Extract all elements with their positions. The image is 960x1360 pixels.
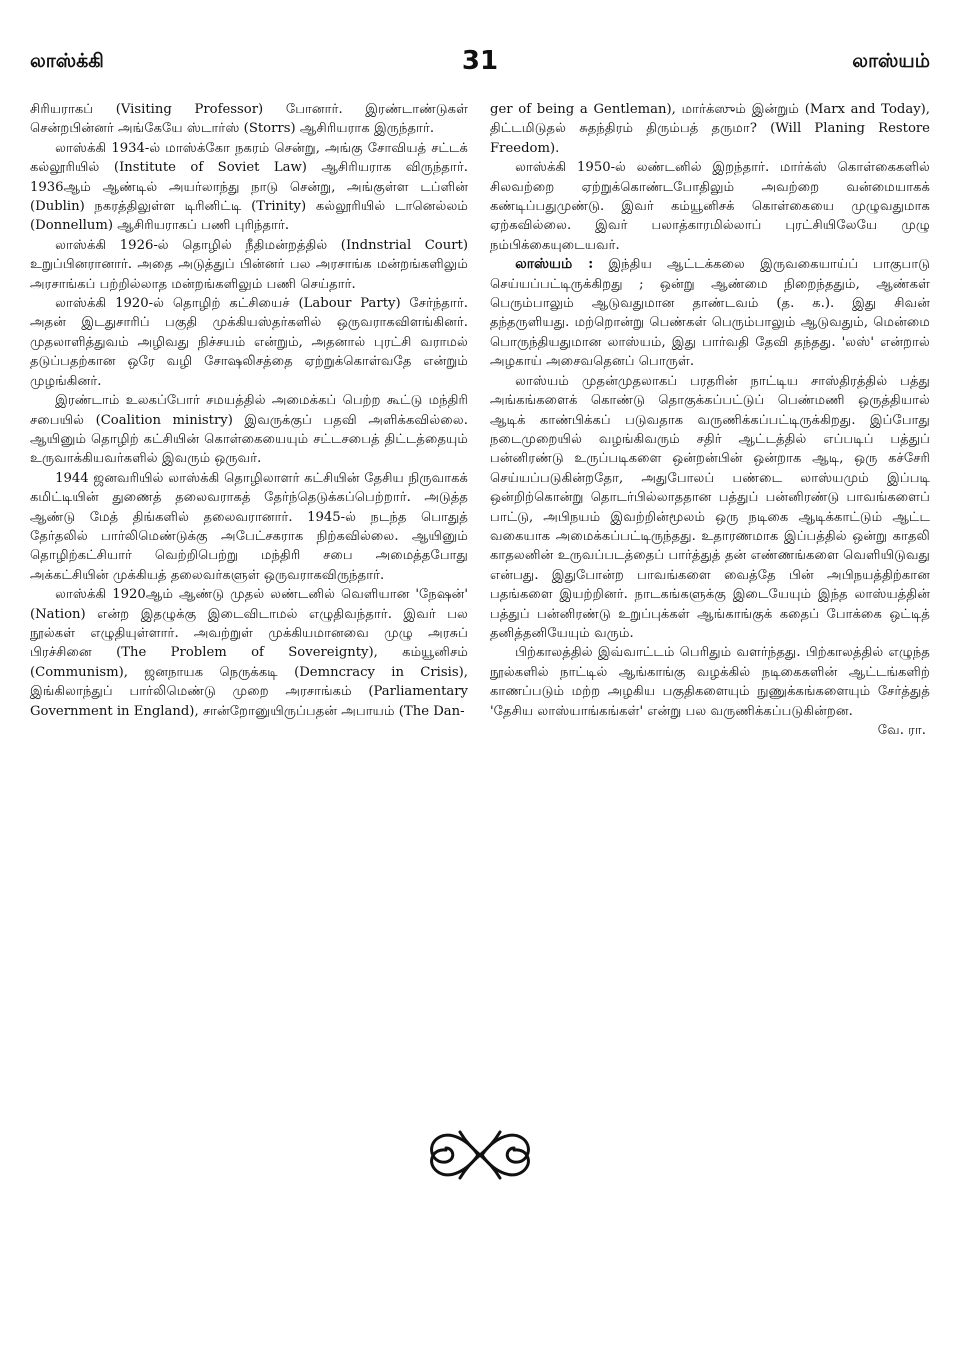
running-head-right: லாஸ்யம் xyxy=(852,50,930,72)
paragraph: லாஸ்க்கி 1934-ல் மாஸ்க்கோ நகரம் சென்று, அங்கு சோவியத் சட்டக் கல்லூரியில் (Institute of Soviet Law) ஆசிரியராக விருந்தார். 1936ஆம் ஆண்டில் அயர்லாந்து நாடு சென்று, அங்குள்ள டப்ளின் (Dublin) நகரத்திலுள்ள டிரினிட்டி (Trinity) கல்லூரியில் டானெல்லம் (Donnellum) ஆசிரியராகப் பணி புரிந்தார். xyxy=(30,140,468,234)
paragraph: பிற்காலத்தில் இவ்வாட்டம் பெரிதும் வளர்ந்தது. பிற்காலத்தில் எழுந்த நூல்களில் நாட்டில் ஆங்காங்கு வழக்கில் நடிகைகளின் ஆட்டங்களிற் காணப்படும் மற்ற அழகிய பகுதிகளையும் நுணுக்கங்களையும் சேர்த்துத் 'தேசிய லாஸ்யாங்கங்கள்' என்று பல வருணிக்கப்படுகின்றன. xyxy=(490,645,930,719)
paragraph: லாஸ்க்கி 1920ஆம் ஆண்டு முதல் லண்டனில் வெளியான 'நேஷன்' (Nation) என்ற இதழுக்கு இடைவிடாமல் எழுதிவந்தார். இவர் பல நூல்கள் எழுதியுள்ளார். அவற்றுள் முக்கியமானவை முழு அரசுப் பிரச்சினை (The Problem of Sovereignty), கம்யூனிசம் (Communism), ஜனநாயக நெருக்கடி (Demncracy in Crisis), இங்கிலாந்துப் பார்லிமெண்டு முறை அரசாங்கம் (Parliamentary Government in England), சான்றோனுயிருப்பதன் அபாயம் (The Dan- xyxy=(30,587,468,719)
page-header xyxy=(30,46,930,86)
paragraph: சிரியராகப் (Visiting Professor) போனார். இரண்டாண்டுகள் சென்றபின்னர் அங்கேயே ஸ்டார்ஸ் (Storrs) ஆசிரியராக இருந்தார். xyxy=(30,102,468,137)
paragraph: லாஸ்க்கி 1926-ல் தொழில் நீதிமன்றத்தில் (Indnstrial Court) உறுப்பினரானார். அதை அடுத்துப் பின்னர் பல அரசாங்க மன்றங்களிலும் அரசாங்கப் பற்றில்லாத மன்றங்களிலும் பணி செய்தார். xyxy=(30,237,468,292)
paragraph: லாஸ்க்கி 1950-ல் லண்டனில் இறந்தார். மார்க்ஸ் கொள்கைகளில் சிலவற்றை ஏற்றுக்கொண்டபோதிலும் அவற்றை வன்மையாகக் கண்டிப்பதுமுண்டு. இவர் கம்யூனிசக் கொள்கையை முழுவதுமாக ஏற்கவில்லை. இவர் பலாத்காரமில்லாப் புரட்சியிலேயே முழு நம்பிக்கையுடையவர். xyxy=(490,160,930,253)
running-head-left: லாஸ்க்கி xyxy=(30,50,104,72)
author-signature: வே. ரா. xyxy=(877,723,926,738)
entry-headword: லாஸ்யம் : xyxy=(515,256,594,273)
paragraph: லாஸ்யம் முதன்முதலாகப் பரதரின் நாட்டிய சாஸ்திரத்தில் பத்து அங்கங்களைக் கொண்டு தொகுக்கப்பட்டுப் பெண்மணி ஒருத்தியால் ஆடிக் காண்பிக்கப் படுவதாக வருணிக்கப்பட்டிருக்கிறது. இப்போது நடைமுறையில் வழங்கிவரும் சதிர் ஆட்டத்தில் எப்படிப் பத்துப் பன்னிரண்டு உருப்படிகளை ஒன்றன்பின் ஒன்றாக ஆடி, ஒரு கச்சேரி செய்யப்படுகின்றதோ, அதுபோலப் பண்டை லாஸ்யமும் இப்படி ஒன்றிற்கொன்று தொடர்பில்லாததான பத்துப் பன்னிரண்டு பாவங்களைப் பாட்டு, அபிநயம் இவற்றின்மூலம் ஒரு நடிகை ஆடிக்காட்டும் ஆட்ட வகையாக அமைக்கப்பட்டிருந்தது. உதாரணமாக இப்பத்தில் ஒன்று காதலி காதலனின் உருவப்படத்தைப் பார்த்துத் தன் எண்ணங்களை வெளியிடுவது என்பது. இதுபோன்ற பாவங்களை வைத்தே பின் அபிநயத்திற்கான பதங்களை இயற்றினர். நாடகங்களுக்கு இடையேயும் இந்த லாஸ்யத்தின் பத்துப் பன்னிரண்டு உறுப்புக்கள் ஆங்காங்குக் கதைப் போக்கை ஒட்டித் தனித்தனியேயும் வரும். xyxy=(490,373,930,641)
swirl-ornament-icon xyxy=(420,1120,540,1190)
right-column xyxy=(490,100,930,740)
left-column xyxy=(30,100,468,721)
paragraph: இரண்டாம் உலகப்போர் சமயத்தில் அமைக்கப் பெற்ற கூட்டு மந்திரி சபையில் (Coalition ministry) இவருக்குப் பதவி அளிக்கவில்லை. ஆயினும் தொழிற் கட்சியின் கொள்கையையும் சட்டசபைத் திட்டத்தையும் உருவாக்கியவர்களில் இவரும் ஒருவர். xyxy=(30,393,468,467)
page-number: 31 xyxy=(461,46,499,76)
entry-text: இந்திய ஆட்டக்கலை இருவகையாய்ப் பாகுபாடு செய்யப்பட்டிருக்கிறது ; ஒன்று ஆண்மை நிறைந்ததும், ஆண்கள் பெரும்பாலும் ஆடுவதுமான தாண்டவம் (த. க.). இது சிவன் தந்தருளியது. மற்றொன்று பெண்கள் பெரும்பாலும் ஆடுவதும், மென்மை பொருந்தியதுமான லாஸ்யம், இது பார்வதி தேவி தந்தது. 'லஸ்' என்றால் அழகாய் அசைவதெனப் பொருள். xyxy=(490,257,930,370)
entry-paragraph xyxy=(490,255,930,371)
paragraph: ger of being a Gentleman), மார்க்ஸும் இன்றும் (Marx and Today), திட்டமிடுதல் சுதந்திரம் திரும்பத் தருமா? (Will Planing Restore Freedom). xyxy=(490,102,930,156)
paragraph: லாஸ்க்கி 1920-ல் தொழிற் கட்சியைச் (Labour Party) சேர்ந்தார். அதன் இடதுசாரிப் பகுதி முக்கியஸ்தர்களில் ஒருவராகவிளங்கினர். முதலாளித்துவம் அழிவது நிச்சயம் என்றும், அதனால் புரட்சி வராமல் தடுப்பதற்கான ஒரே வழி சோஷலிசத்தை ஏற்றுக்கொள்வதே என்றும் முழங்கினர். xyxy=(30,296,468,389)
paragraph: 1944 ஜனவரியில் லாஸ்க்கி தொழிலாளர் கட்சியின் தேசிய நிருவாகக் கமிட்டியின் துணைத் தலைவராகத் தேர்ந்தெடுக்கப்பெற்றார். அடுத்த ஆண்டு மேத் திங்களில் தலைவரானார். 1945-ல் நடந்த பொதுத் தேர்தலில் பார்லிமெண்டுக்கு அபேட்சகராக நிற்கவில்லை. ஆயினும் தொழிற்கட்சியார் வெற்றிபெற்று மந்திரி சபை அமைத்தபோது அக்கட்சியின் முக்கியத் தலைவர்களுள் ஒருவராகவிருந்தார். xyxy=(30,470,468,583)
